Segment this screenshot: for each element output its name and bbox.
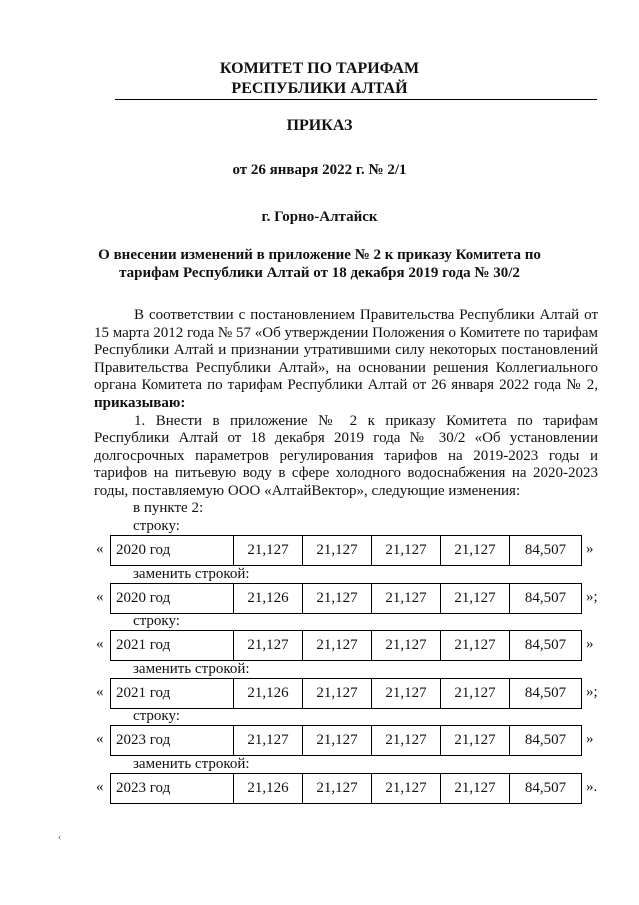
tariff-row-table: [110, 773, 582, 804]
order-date-number: от 26 января 2022 г. № 2/1: [232, 162, 407, 178]
tariff-cell: 21,126: [234, 678, 303, 708]
tariff-row-table: [110, 725, 582, 756]
tariff-cell: 21,127: [234, 536, 303, 566]
tariff-row-table: [110, 630, 582, 661]
tariff-cell: 21,127: [372, 726, 441, 756]
total-cell: 84,507: [510, 536, 582, 566]
tariff-cell: 21,127: [303, 536, 372, 566]
tariff-cell: 21,127: [303, 631, 372, 661]
open-quote: «: [96, 541, 104, 557]
year-cell: 2021 год: [111, 631, 234, 661]
open-quote: «: [96, 588, 104, 605]
close-quote: »: [586, 636, 594, 652]
table-row: [111, 536, 582, 566]
tariff-cell: 21,127: [372, 583, 441, 613]
year-cell: 2021 год: [111, 678, 234, 708]
table-row: [111, 678, 582, 708]
tariff-cell: 21,127: [441, 631, 510, 661]
tariff-cell: 21,127: [441, 773, 510, 803]
open-quote: «: [96, 683, 104, 700]
total-cell: 84,507: [510, 631, 582, 661]
tariff-cell: 21,127: [441, 583, 510, 613]
total-cell: 84,507: [510, 678, 582, 708]
total-cell: 84,507: [510, 583, 582, 613]
change-label: строку:: [133, 708, 180, 724]
close-quote: ».: [586, 778, 598, 795]
year-cell: 2020 год: [111, 536, 234, 566]
org-name-line2: РЕСПУБЛИКИ АЛТАЙ: [231, 80, 408, 97]
year-cell: 2023 год: [111, 773, 234, 803]
org-name-line1: КОМИТЕТ ПО ТАРИФАМ: [219, 60, 420, 77]
tariff-row-table: [110, 583, 582, 614]
order-subject-line1: О внесении изменений в приложение № 2 к приказу Комитета по: [98, 247, 541, 263]
tariff-row-table: [110, 678, 582, 709]
order-body: [94, 307, 598, 501]
tariff-row-table: [110, 535, 582, 566]
year-cell: 2023 год: [111, 726, 234, 756]
tariff-cell: 21,127: [303, 583, 372, 613]
tariff-cell: 21,127: [234, 726, 303, 756]
close-quote: »: [586, 731, 594, 747]
change-label: заменить строкой:: [133, 660, 250, 677]
tariff-cell: 21,127: [372, 678, 441, 708]
table-row: [111, 583, 582, 613]
total-cell: 84,507: [510, 773, 582, 803]
open-quote: «: [96, 636, 104, 652]
tariff-cell: 21,127: [372, 631, 441, 661]
close-quote: »;: [586, 588, 598, 605]
tariff-cell: 21,127: [303, 678, 372, 708]
tariff-cell: 21,127: [372, 773, 441, 803]
margin-mark: ‹: [58, 832, 62, 843]
table-row: [111, 631, 582, 661]
table-row: [111, 773, 582, 803]
preamble-text: В соответствии с постановлением Правительства Республики Алтай от 15 марта 2012 года № 57 «Об утверждении Положения о Комитете по тарифам Республики Алтай и признании утратившими силу некоторых постановлений Правительства Республики Алтай», на основании решения Коллегиального органа Комитета по тарифам Республики Алтай от 26 января 2022 года № 2,: [94, 307, 598, 394]
tariff-cell: 21,126: [234, 773, 303, 803]
order-place: г. Горно-Алтайск: [261, 209, 378, 225]
table-row: [111, 726, 582, 756]
tariff-cell: 21,127: [234, 631, 303, 661]
tariff-cell: 21,127: [441, 536, 510, 566]
tariff-cell: 21,127: [303, 773, 372, 803]
tariff-cell: 21,127: [372, 536, 441, 566]
total-cell: 84,507: [510, 726, 582, 756]
change-label: заменить строкой:: [133, 755, 250, 772]
tariff-cell: 21,127: [441, 678, 510, 708]
order-subject-line2: тарифам Республики Алтай от 18 декабря 2019 года № 30/2: [119, 265, 520, 281]
in-point-label: в пункте 2:: [133, 500, 204, 516]
orders-word: приказываю:: [94, 394, 186, 411]
item1-paragraph: 1. Внести в приложение № 2 к приказу Комитета по тарифам Республики Алтай от 18 декабря 2019 года № 30/2 «Об установлении долгосрочных параметров регулирования тарифов на 2019-2023 годы и тарифов на питьевую воду в сфере холодного водоснабжения на 2020-2023 годы, поставляемую ООО «АлтайВектор», следующие изменения:: [94, 412, 598, 499]
open-quote: «: [96, 731, 104, 747]
change-label: строку:: [133, 613, 180, 629]
year-cell: 2020 год: [111, 583, 234, 613]
tariff-cell: 21,127: [303, 726, 372, 756]
close-quote: »;: [586, 683, 598, 700]
close-quote: »: [586, 541, 594, 557]
tariff-cell: 21,126: [234, 583, 303, 613]
change-label: строку:: [133, 518, 180, 534]
preamble-paragraph: [94, 307, 598, 413]
tariff-cell: 21,127: [441, 726, 510, 756]
header-rule: [115, 99, 597, 100]
change-label: заменить строкой:: [133, 565, 250, 582]
order-title: ПРИКАЗ: [286, 117, 353, 134]
open-quote: «: [96, 778, 104, 795]
